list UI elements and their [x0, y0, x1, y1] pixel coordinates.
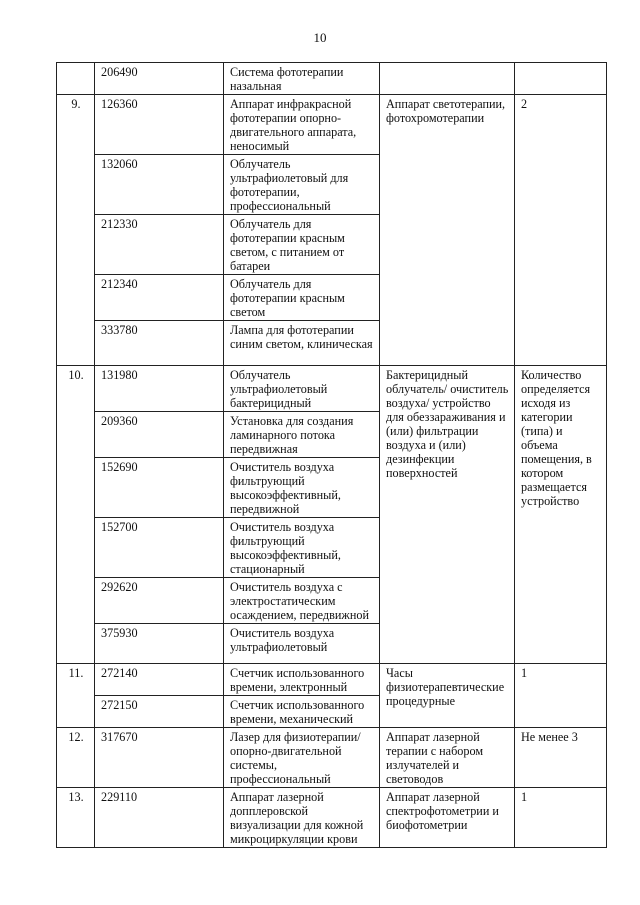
equipment-group-cell: [380, 63, 515, 95]
code-cell: 152690: [95, 458, 224, 518]
code-cell: 375930: [95, 624, 224, 664]
table-row: [57, 366, 607, 412]
code-cell: 333780: [95, 321, 224, 366]
code-cell: 212330: [95, 215, 224, 275]
code-cell: 272150: [95, 696, 224, 728]
code-cell: 229110: [95, 788, 224, 848]
table-row: [57, 728, 607, 788]
quantity-cell: [515, 63, 607, 95]
device-name-cell: Облучатель ультрафиолетовый для фототерапии, профессиональный: [224, 155, 380, 215]
quantity-cell: 2: [515, 95, 607, 366]
code-cell: 126360: [95, 95, 224, 155]
code-cell: 212340: [95, 275, 224, 321]
table-row: [57, 95, 607, 155]
device-name-cell: Очиститель воздуха ультрафиолетовый: [224, 624, 380, 664]
row-number-cell: 11.: [57, 664, 95, 728]
device-name-cell: Установка для создания ламинарного потока передвижная: [224, 412, 380, 458]
device-name-cell: Очиститель воздуха с электростатическим осаждением, передвижной: [224, 578, 380, 624]
equipment-group-cell: Аппарат светотерапии, фотохромотерапии: [380, 95, 515, 366]
device-name-cell: Счетчик использованного времени, механический: [224, 696, 380, 728]
row-number-cell: 9.: [57, 95, 95, 366]
device-name-cell: Аппарат лазерной допплеровской визуализации для кожной микроциркуляции крови: [224, 788, 380, 848]
quantity-cell: Количество определяется исходя из категории (типа) и объема помещения, в котором размещается устройство: [515, 366, 607, 664]
equipment-table: [56, 62, 607, 848]
code-cell: 131980: [95, 366, 224, 412]
code-cell: 209360: [95, 412, 224, 458]
table-row: [57, 788, 607, 848]
quantity-cell: 1: [515, 664, 607, 728]
row-number-cell: 12.: [57, 728, 95, 788]
equipment-group-cell: Часы физиотерапевтические процедурные: [380, 664, 515, 728]
device-name-cell: Счетчик использованного времени, электронный: [224, 664, 380, 696]
equipment-group-cell: Бактерицидный облучатель/ очиститель воздуха/ устройство для обеззараживания и (или) фильтрации воздуха и (или) дезинфекции поверхностей: [380, 366, 515, 664]
device-name-cell: Облучатель ультрафиолетовый бактерицидный: [224, 366, 380, 412]
code-cell: 206490: [95, 63, 224, 95]
device-name-cell: Облучатель для фототерапии красным светом: [224, 275, 380, 321]
equipment-group-cell: Аппарат лазерной терапии с набором излучателей и световодов: [380, 728, 515, 788]
device-name-cell: Очиститель воздуха фильтрующий высокоэффективный, стационарный: [224, 518, 380, 578]
row-number-cell: [57, 63, 95, 95]
device-name-cell: Система фототерапии назальная: [224, 63, 380, 95]
code-cell: 152700: [95, 518, 224, 578]
code-cell: 317670: [95, 728, 224, 788]
table-body: [57, 63, 607, 848]
code-cell: 292620: [95, 578, 224, 624]
row-number-cell: 13.: [57, 788, 95, 848]
table-row: [57, 63, 607, 95]
quantity-cell: Не менее 3: [515, 728, 607, 788]
device-name-cell: Облучатель для фототерапии красным светом, с питанием от батареи: [224, 215, 380, 275]
equipment-group-cell: Аппарат лазерной спектрофотометрии и биофотометрии: [380, 788, 515, 848]
device-name-cell: Лампа для фототерапии синим светом, клиническая: [224, 321, 380, 366]
code-cell: 272140: [95, 664, 224, 696]
quantity-cell: 1: [515, 788, 607, 848]
device-name-cell: Очиститель воздуха фильтрующий высокоэффективный, передвижной: [224, 458, 380, 518]
table-row: [57, 664, 607, 696]
device-name-cell: Аппарат инфракрасной фототерапии опорно-двигательного аппарата, неносимый: [224, 95, 380, 155]
device-name-cell: Лазер для физиотерапии/опорно-двигательной системы, профессиональный: [224, 728, 380, 788]
row-number-cell: 10.: [57, 366, 95, 664]
page-number: 10: [313, 30, 327, 45]
code-cell: 132060: [95, 155, 224, 215]
